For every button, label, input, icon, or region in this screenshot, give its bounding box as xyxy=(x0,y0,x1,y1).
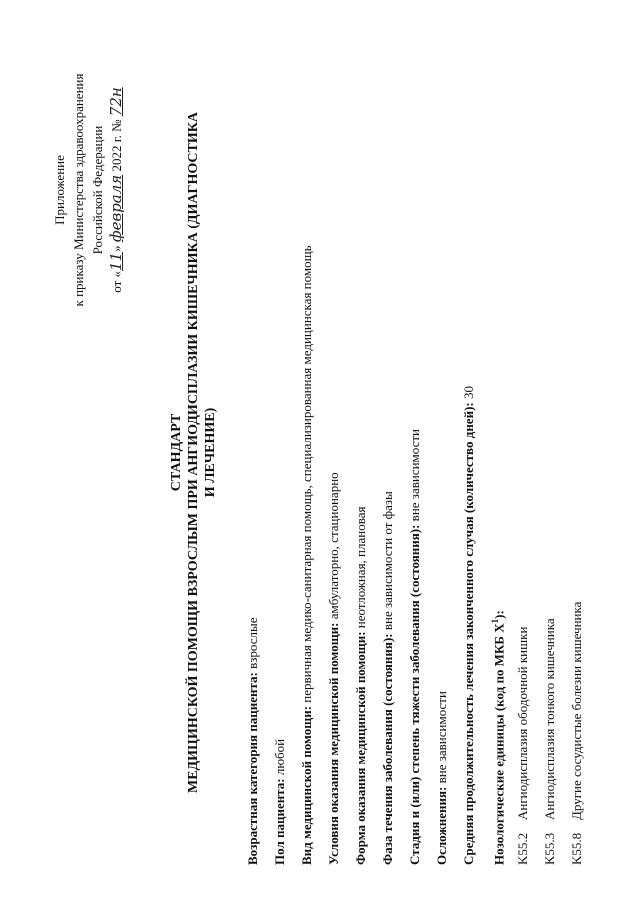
order-number: 72н xyxy=(107,87,125,117)
field-care-form xyxy=(353,40,380,865)
appendix-order: к приказу Министерства здравоохранения xyxy=(71,73,86,307)
date-year: 2022 г. № xyxy=(109,119,124,172)
field-label: Стадия и (или) степень тяжести заболевания (состояния): xyxy=(407,524,422,865)
field-label: Осложнения: xyxy=(434,786,449,865)
standard-fields xyxy=(245,40,596,865)
field-value: любой xyxy=(272,738,287,779)
nosology-footnote-mark: 1 xyxy=(490,618,500,624)
icd-code: K55.8 xyxy=(569,832,584,865)
date-prefix: от « xyxy=(109,270,124,293)
date-month: февраля xyxy=(107,174,125,243)
icd-name: Ангиодисплазия ободочной кишки xyxy=(515,626,530,820)
icd-row xyxy=(515,40,542,865)
field-value: вне зависимости xyxy=(407,429,422,525)
field-care-type xyxy=(299,40,326,865)
field-disease-phase xyxy=(380,40,407,865)
field-age-category xyxy=(245,40,272,865)
field-value: 30 xyxy=(461,386,476,403)
appendix-title: Приложение xyxy=(52,155,67,225)
field-value: неотложная, плановая xyxy=(353,506,368,632)
appendix-date-line xyxy=(107,40,126,340)
field-label: Возрастная категория пациента: xyxy=(245,672,260,865)
field-complications xyxy=(434,40,461,865)
date-day: 11 xyxy=(107,251,125,271)
field-label: Условия оказания медицинской помощи: xyxy=(326,622,341,865)
field-disease-stage xyxy=(407,40,434,865)
title-line-2: МЕДИЦИНСКОЙ ПОМОЩИ ВЗРОСЛЫМ ПРИ АНГИОДИСПЛАЗИИ КИШЕЧНИКА (ДИАГНОСТИКА xyxy=(186,111,201,794)
field-duration xyxy=(461,40,488,865)
title-line-1: СТАНДАРТ xyxy=(169,413,184,492)
icd-name: Другие сосудистые болезни кишечника xyxy=(569,601,584,820)
field-value: первичная медико-санитарная помощь, специализированная медицинская помощь xyxy=(299,245,314,706)
icd-name: Ангиодисплазия тонкого кишечника xyxy=(542,618,557,820)
nosology-label-end: ): xyxy=(491,610,507,619)
icd-row xyxy=(542,40,569,865)
appendix-federation: Российской Федерации xyxy=(90,125,105,255)
title-line-3: И ЛЕЧЕНИЕ) xyxy=(203,407,218,498)
appendix-header xyxy=(50,40,126,340)
nosology-label: Нозологические единицы (код по МКБ X xyxy=(491,623,507,865)
field-value: взрослые xyxy=(245,617,260,673)
field-label: Пол пациента: xyxy=(272,778,287,865)
field-value: вне зависимости от фазы xyxy=(380,491,395,634)
field-label: Форма оказания медицинской помощи: xyxy=(353,631,368,865)
icd-code: K55.2 xyxy=(515,832,530,865)
date-mid: » xyxy=(109,245,124,252)
icd-code: K55.3 xyxy=(542,832,557,865)
field-label: Вид медицинской помощи: xyxy=(299,705,314,865)
field-sex xyxy=(272,40,299,865)
field-care-conditions xyxy=(326,40,353,865)
standard-title xyxy=(168,0,219,905)
field-value: вне зависимости xyxy=(434,691,449,787)
field-label: Средняя продолжительность лечения законченного случая (количество дней): xyxy=(461,402,476,865)
field-value: амбулаторно, стационарно xyxy=(326,472,341,623)
field-label: Фаза течения заболевания (состояния): xyxy=(380,633,395,865)
nosology-heading xyxy=(488,40,515,865)
icd-row xyxy=(569,40,596,865)
